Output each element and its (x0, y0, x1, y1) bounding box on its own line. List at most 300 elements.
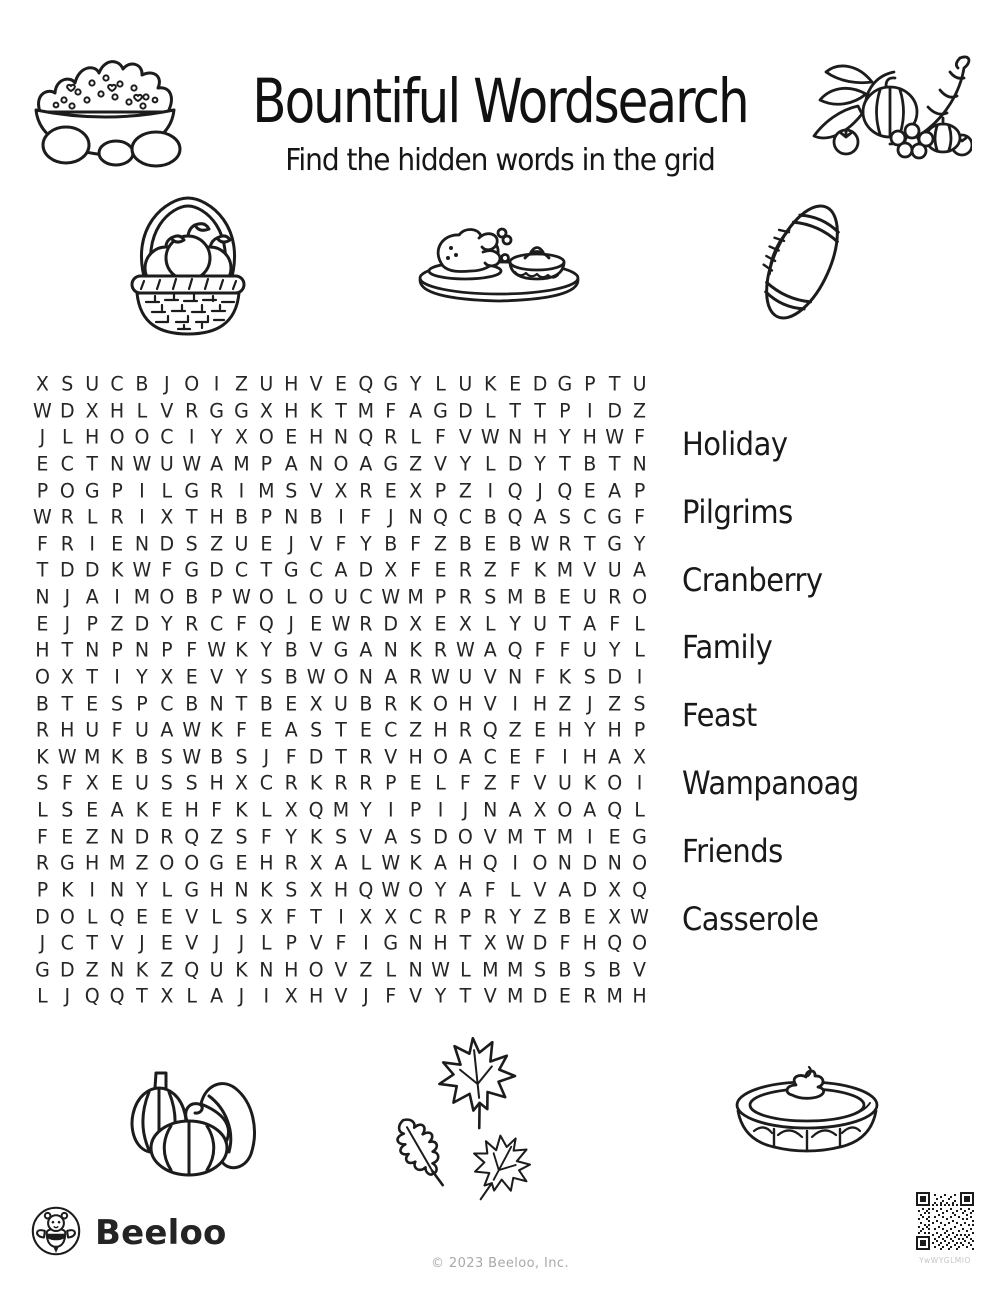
grid-letter: H (209, 772, 224, 796)
grid-letter: L (509, 878, 521, 902)
grid-letter: X (633, 745, 647, 769)
grid-letter: B (359, 692, 373, 716)
grid-letter: B (508, 532, 522, 556)
grid-letter: W (331, 612, 351, 636)
grid-letter: I (512, 852, 518, 876)
grid-letter: P (260, 505, 273, 529)
grid-letter: O (632, 585, 648, 609)
grid-letter: L (186, 985, 197, 1009)
grid-letter: Q (507, 479, 523, 503)
grid-letter: Z (633, 399, 647, 423)
grid-letter: F (111, 718, 123, 742)
grid-letter: B (35, 692, 49, 716)
grid-letter: G (234, 399, 249, 423)
grid-letter: V (483, 985, 497, 1009)
grid-letter: Y (235, 665, 248, 689)
grid-letter: I (139, 505, 145, 529)
grid-letter: B (583, 452, 597, 476)
grid-letter: H (433, 718, 448, 742)
grid-letter: H (632, 985, 647, 1009)
grid-letter: B (185, 585, 199, 609)
grid-letter: N (309, 452, 324, 476)
grid-letter: E (86, 692, 99, 716)
grid-letter: K (36, 745, 49, 769)
grid-letter: M (556, 825, 574, 849)
grid-letter: F (161, 559, 173, 583)
grid-letter: D (159, 532, 175, 556)
grid-letter: T (86, 665, 98, 689)
grid-letter: I (238, 479, 245, 503)
grid-letter: V (185, 931, 199, 955)
grid-letter: L (37, 985, 48, 1009)
grid-letter: E (558, 985, 571, 1009)
grid-letter: K (61, 878, 74, 902)
grid-letter: Z (135, 852, 149, 876)
grid-letter: K (135, 958, 149, 982)
word-list-item: Cranberry (682, 560, 823, 599)
grid-letter: O (59, 479, 75, 503)
grid-letter: G (607, 532, 623, 556)
grid-letter: R (209, 479, 224, 503)
grid-letter: L (285, 585, 297, 609)
copyright-text: © 2023 Beeloo, Inc. (431, 1256, 569, 1271)
grid-letter: E (334, 372, 347, 396)
grid-letter: X (234, 772, 248, 796)
grid-letter: S (61, 798, 74, 822)
grid-letter: W (182, 745, 202, 769)
grid-letter: O (134, 426, 150, 450)
grid-letter: D (59, 958, 75, 982)
grid-letter: I (512, 692, 518, 716)
grid-letter: T (136, 985, 148, 1009)
grid-letter: I (338, 505, 344, 529)
grid-letter: U (632, 372, 647, 396)
qr-block (914, 1192, 976, 1265)
grid-letter: Y (136, 878, 148, 902)
grid-letter: R (608, 585, 622, 609)
grid-letter: E (260, 532, 273, 556)
grid-letter: L (484, 612, 496, 636)
grid-letter: Y (608, 639, 621, 663)
grid-letter: T (86, 452, 98, 476)
grid-letter: M (258, 479, 275, 503)
grid-letter: E (583, 479, 596, 503)
word-list-item: Holiday (682, 425, 788, 463)
grid-letter: E (36, 612, 49, 636)
wordsearch-grid (30, 371, 652, 1010)
grid-letter: W (132, 452, 152, 476)
grid-letter: I (387, 798, 394, 822)
grid-letter: F (534, 665, 546, 689)
grid-letter: R (60, 532, 74, 556)
grid-letter: G (184, 559, 200, 583)
grid-letter: S (409, 825, 422, 849)
grid-letter: J (288, 612, 295, 636)
grid-letter: R (359, 772, 373, 796)
grid-letter: W (480, 426, 500, 450)
grid-letter: D (582, 878, 598, 902)
grid-letter: R (185, 612, 199, 636)
grid-letter: E (235, 852, 248, 876)
grid-letter: Z (85, 825, 99, 849)
grid-letter: D (532, 985, 548, 1009)
grid-letter: O (532, 852, 548, 876)
grid-letter: H (259, 852, 274, 876)
grid-letter: F (559, 639, 571, 663)
grid-letter: Z (533, 905, 547, 929)
grid-letter: X (160, 665, 174, 689)
grid-letter: Y (633, 532, 646, 556)
grid-letter: Z (483, 772, 497, 796)
grid-letter: S (235, 825, 248, 849)
grid-letter: Q (358, 372, 374, 396)
grid-letter: K (409, 639, 422, 663)
grid-letter: Y (583, 718, 596, 742)
grid-letter: Z (210, 825, 224, 849)
grid-letter: R (384, 426, 398, 450)
grid-letter: S (534, 958, 547, 982)
grid-letter: N (383, 639, 398, 663)
grid-letter: D (507, 452, 523, 476)
grid-letter: B (558, 905, 572, 929)
pumpkin-pie-illustration (730, 1065, 885, 1164)
grid-letter: K (558, 665, 572, 689)
grid-letter: R (558, 532, 572, 556)
grid-letter: H (532, 692, 548, 716)
grid-letter: D (607, 665, 622, 689)
grid-letter: A (483, 639, 497, 663)
page-title: Bountiful Wordsearch (252, 66, 748, 137)
grid-letter: P (210, 585, 223, 609)
grid-letter: W (33, 399, 52, 423)
grid-letter: N (358, 665, 373, 689)
grid-letter: D (59, 399, 75, 423)
grid-letter: Q (358, 426, 374, 450)
grid-letter: D (532, 931, 548, 955)
grid-letter: I (188, 426, 195, 450)
grid-letter: W (630, 905, 649, 929)
grid-letter: Q (507, 639, 523, 663)
grid-letter: U (85, 372, 100, 396)
grid-letter: X (35, 372, 49, 396)
grid-letter: Q (482, 718, 498, 742)
grid-letter: K (533, 559, 547, 583)
grid-letter: H (557, 718, 573, 742)
grid-letter: P (36, 878, 49, 902)
grid-letter: H (582, 745, 597, 769)
grid-letter: C (384, 718, 398, 742)
grid-letter: C (583, 505, 597, 529)
grid-letter: D (308, 745, 324, 769)
grid-letter: Q (184, 825, 200, 849)
grid-letter: R (60, 505, 74, 529)
grid-letter: P (285, 931, 297, 955)
grid-letter: G (209, 852, 224, 876)
grid-letter: M (606, 985, 623, 1009)
grid-letter: U (334, 585, 348, 609)
grid-letter: S (334, 825, 348, 849)
grid-letter: V (533, 772, 547, 796)
grid-letter: X (334, 479, 348, 503)
grid-letter: E (484, 532, 497, 556)
grid-letter: X (409, 479, 423, 503)
grid-letter: C (160, 692, 174, 716)
grid-letter: N (259, 958, 274, 982)
grid-letter: C (458, 505, 473, 529)
grid-letter: I (636, 772, 643, 796)
grid-letter: X (234, 426, 248, 450)
grid-letter: N (85, 639, 100, 663)
grid-letter: E (111, 772, 124, 796)
grid-letter: S (583, 665, 596, 689)
grid-letter: Z (458, 479, 472, 503)
grid-letter: T (235, 692, 248, 716)
grid-letter: S (310, 718, 323, 742)
grid-letter: L (634, 612, 645, 636)
grid-letter: B (234, 505, 248, 529)
grid-letter: B (284, 639, 298, 663)
grid-letter: A (633, 559, 647, 583)
grid-letter: Q (433, 505, 448, 529)
grid-letter: B (458, 532, 472, 556)
grid-letter: G (84, 479, 100, 503)
grid-letter: E (285, 692, 298, 716)
grid-letter: M (357, 399, 375, 423)
grid-letter: X (384, 559, 398, 583)
grid-letter: U (582, 639, 597, 663)
grid-letter: J (64, 612, 71, 636)
grid-letter: Y (434, 878, 447, 902)
grid-letter: V (434, 452, 448, 476)
grid-letter: M (83, 745, 101, 769)
grid-letter: D (134, 825, 150, 849)
grid-letter: T (61, 692, 74, 716)
grid-letter: Y (559, 426, 571, 450)
grid-letter: X (284, 798, 298, 822)
grid-letter: T (61, 639, 74, 663)
grid-letter: L (37, 798, 48, 822)
grid-letter: S (235, 905, 248, 929)
grid-letter: O (607, 772, 623, 796)
grid-letter: R (409, 665, 423, 689)
grid-letter: L (161, 878, 173, 902)
grid-letter: O (184, 372, 200, 396)
grid-letter: Q (308, 798, 324, 822)
grid-letter: P (86, 612, 98, 636)
grid-letter: N (483, 798, 498, 822)
grid-letter: A (210, 452, 224, 476)
grid-letter: A (160, 718, 174, 742)
grid-letter: B (309, 505, 323, 529)
grid-letter: R (483, 905, 497, 929)
thanksgiving-dinner-illustration (415, 216, 583, 310)
grid-letter: N (109, 878, 125, 902)
grid-letter: T (335, 718, 347, 742)
grid-letter: Y (434, 985, 447, 1009)
grid-letter: Z (210, 532, 224, 556)
grid-letter: D (209, 559, 224, 583)
grid-letter: D (59, 559, 75, 583)
grid-letter: D (433, 825, 448, 849)
grid-letter: V (483, 825, 497, 849)
grid-letter: G (383, 931, 399, 955)
word-list-item: Casserole (682, 899, 819, 938)
grid-letter: J (164, 372, 170, 396)
grid-letter: L (261, 931, 272, 955)
grid-letter: M (233, 452, 250, 476)
grid-letter: M (556, 559, 574, 583)
grid-letter: X (608, 878, 622, 902)
grid-letter: I (139, 479, 145, 503)
grid-letter: P (161, 639, 173, 663)
grid-letter: I (586, 399, 593, 423)
grid-letter: Q (632, 878, 648, 902)
grid-letter: I (562, 745, 568, 769)
grid-letter: P (111, 639, 123, 663)
grid-letter: O (308, 958, 324, 982)
grid-letter: S (484, 585, 497, 609)
grid-letter: R (433, 905, 448, 929)
grid-letter: K (210, 718, 223, 742)
grid-letter: K (484, 372, 497, 396)
grid-letter: A (558, 878, 572, 902)
grid-letter: D (358, 559, 374, 583)
grid-letter: T (583, 532, 596, 556)
grid-letter: N (408, 931, 423, 955)
grid-letter: E (509, 372, 522, 396)
grid-letter: J (363, 985, 369, 1009)
grid-letter: Z (359, 958, 373, 982)
grid-letter: L (460, 958, 471, 982)
grid-letter: H (408, 745, 423, 769)
grid-letter: U (234, 532, 249, 556)
grid-letter: E (583, 905, 596, 929)
grid-letter: T (335, 399, 347, 423)
grid-letter: X (409, 612, 423, 636)
grid-letter: Z (160, 958, 174, 982)
grid-letter: F (36, 532, 48, 556)
grid-letter: F (410, 559, 422, 583)
grid-letter: N (109, 958, 125, 982)
grid-letter: X (160, 985, 174, 1009)
grid-letter: X (85, 399, 99, 423)
grid-letter: R (185, 399, 199, 423)
grid-letter: A (284, 452, 298, 476)
grid-letter: N (284, 505, 299, 529)
grid-letter: O (258, 426, 274, 450)
grid-letter: Q (607, 931, 623, 955)
grid-letter: B (135, 745, 149, 769)
grid-letter: R (384, 692, 398, 716)
grid-letter: X (160, 505, 174, 529)
grid-letter: H (35, 639, 50, 663)
grid-letter: E (160, 798, 173, 822)
grid-letter: Y (459, 452, 472, 476)
grid-letter: E (434, 612, 447, 636)
grid-letter: R (35, 852, 50, 876)
grid-letter: Z (110, 612, 124, 636)
grid-letter: T (335, 745, 347, 769)
grid-letter: L (484, 452, 496, 476)
grid-letter: V (533, 878, 547, 902)
grid-letter: S (558, 505, 571, 529)
grid-letter: F (484, 878, 496, 902)
grid-letter: Q (358, 878, 374, 902)
grid-letter: Z (409, 452, 423, 476)
qr-code-label: YwWYGLMIO (919, 1256, 971, 1265)
grid-letter: F (36, 825, 48, 849)
grid-letter: V (160, 399, 174, 423)
grid-letter: K (235, 798, 248, 822)
grid-letter: R (433, 639, 448, 663)
grid-letter: E (185, 665, 198, 689)
grid-letter: O (34, 665, 50, 689)
grid-letter: R (359, 745, 373, 769)
grid-letter: P (459, 905, 472, 929)
grid-letter: Y (285, 825, 298, 849)
grid-letter: K (260, 878, 273, 902)
grid-letter: H (582, 931, 597, 955)
grid-letter: O (632, 852, 648, 876)
grid-letter: U (458, 372, 473, 396)
grid-letter: A (458, 878, 472, 902)
grid-letter: T (459, 985, 472, 1009)
grid-letter: J (39, 931, 46, 955)
grid-letter: H (85, 426, 100, 450)
grid-letter: I (114, 585, 120, 609)
grid-letter: U (209, 958, 224, 982)
grid-letter: Q (507, 505, 523, 529)
grid-letter: H (109, 399, 125, 423)
grid-letter: N (508, 665, 523, 689)
grid-letter: M (506, 958, 524, 982)
grid-letter: V (633, 958, 647, 982)
grid-letter: T (459, 931, 472, 955)
grid-letter: L (435, 372, 446, 396)
grid-letter: I (114, 665, 120, 689)
grid-letter: O (308, 585, 324, 609)
grid-letter: F (236, 718, 247, 742)
grid-letter: L (410, 426, 421, 450)
grid-letter: X (458, 612, 472, 636)
grid-letter: M (482, 958, 499, 982)
grid-letter: S (235, 745, 248, 769)
grid-letter: G (184, 878, 200, 902)
grid-letter: I (586, 825, 593, 849)
grid-letter: H (308, 985, 324, 1009)
autumn-leaves-illustration (385, 1026, 550, 1208)
grid-letter: U (134, 718, 149, 742)
grid-letter: F (410, 532, 422, 556)
grid-letter: X (309, 878, 323, 902)
grid-letter: W (605, 426, 625, 450)
grid-letter: M (506, 585, 524, 609)
grid-letter: Y (509, 905, 521, 929)
grid-letter: I (213, 372, 220, 396)
grid-letter: V (185, 905, 199, 929)
grid-letter: X (259, 399, 273, 423)
grid-letter: W (381, 878, 401, 902)
pumpkins-illustration (105, 1060, 270, 1182)
grid-letter: T (509, 399, 521, 423)
grid-letter: M (108, 852, 126, 876)
grid-letter: L (211, 905, 222, 929)
grid-letter: L (484, 399, 496, 423)
grid-letter: G (607, 505, 623, 529)
grid-letter: N (134, 532, 150, 556)
grid-letter: P (559, 399, 571, 423)
grid-letter: Q (482, 852, 498, 876)
